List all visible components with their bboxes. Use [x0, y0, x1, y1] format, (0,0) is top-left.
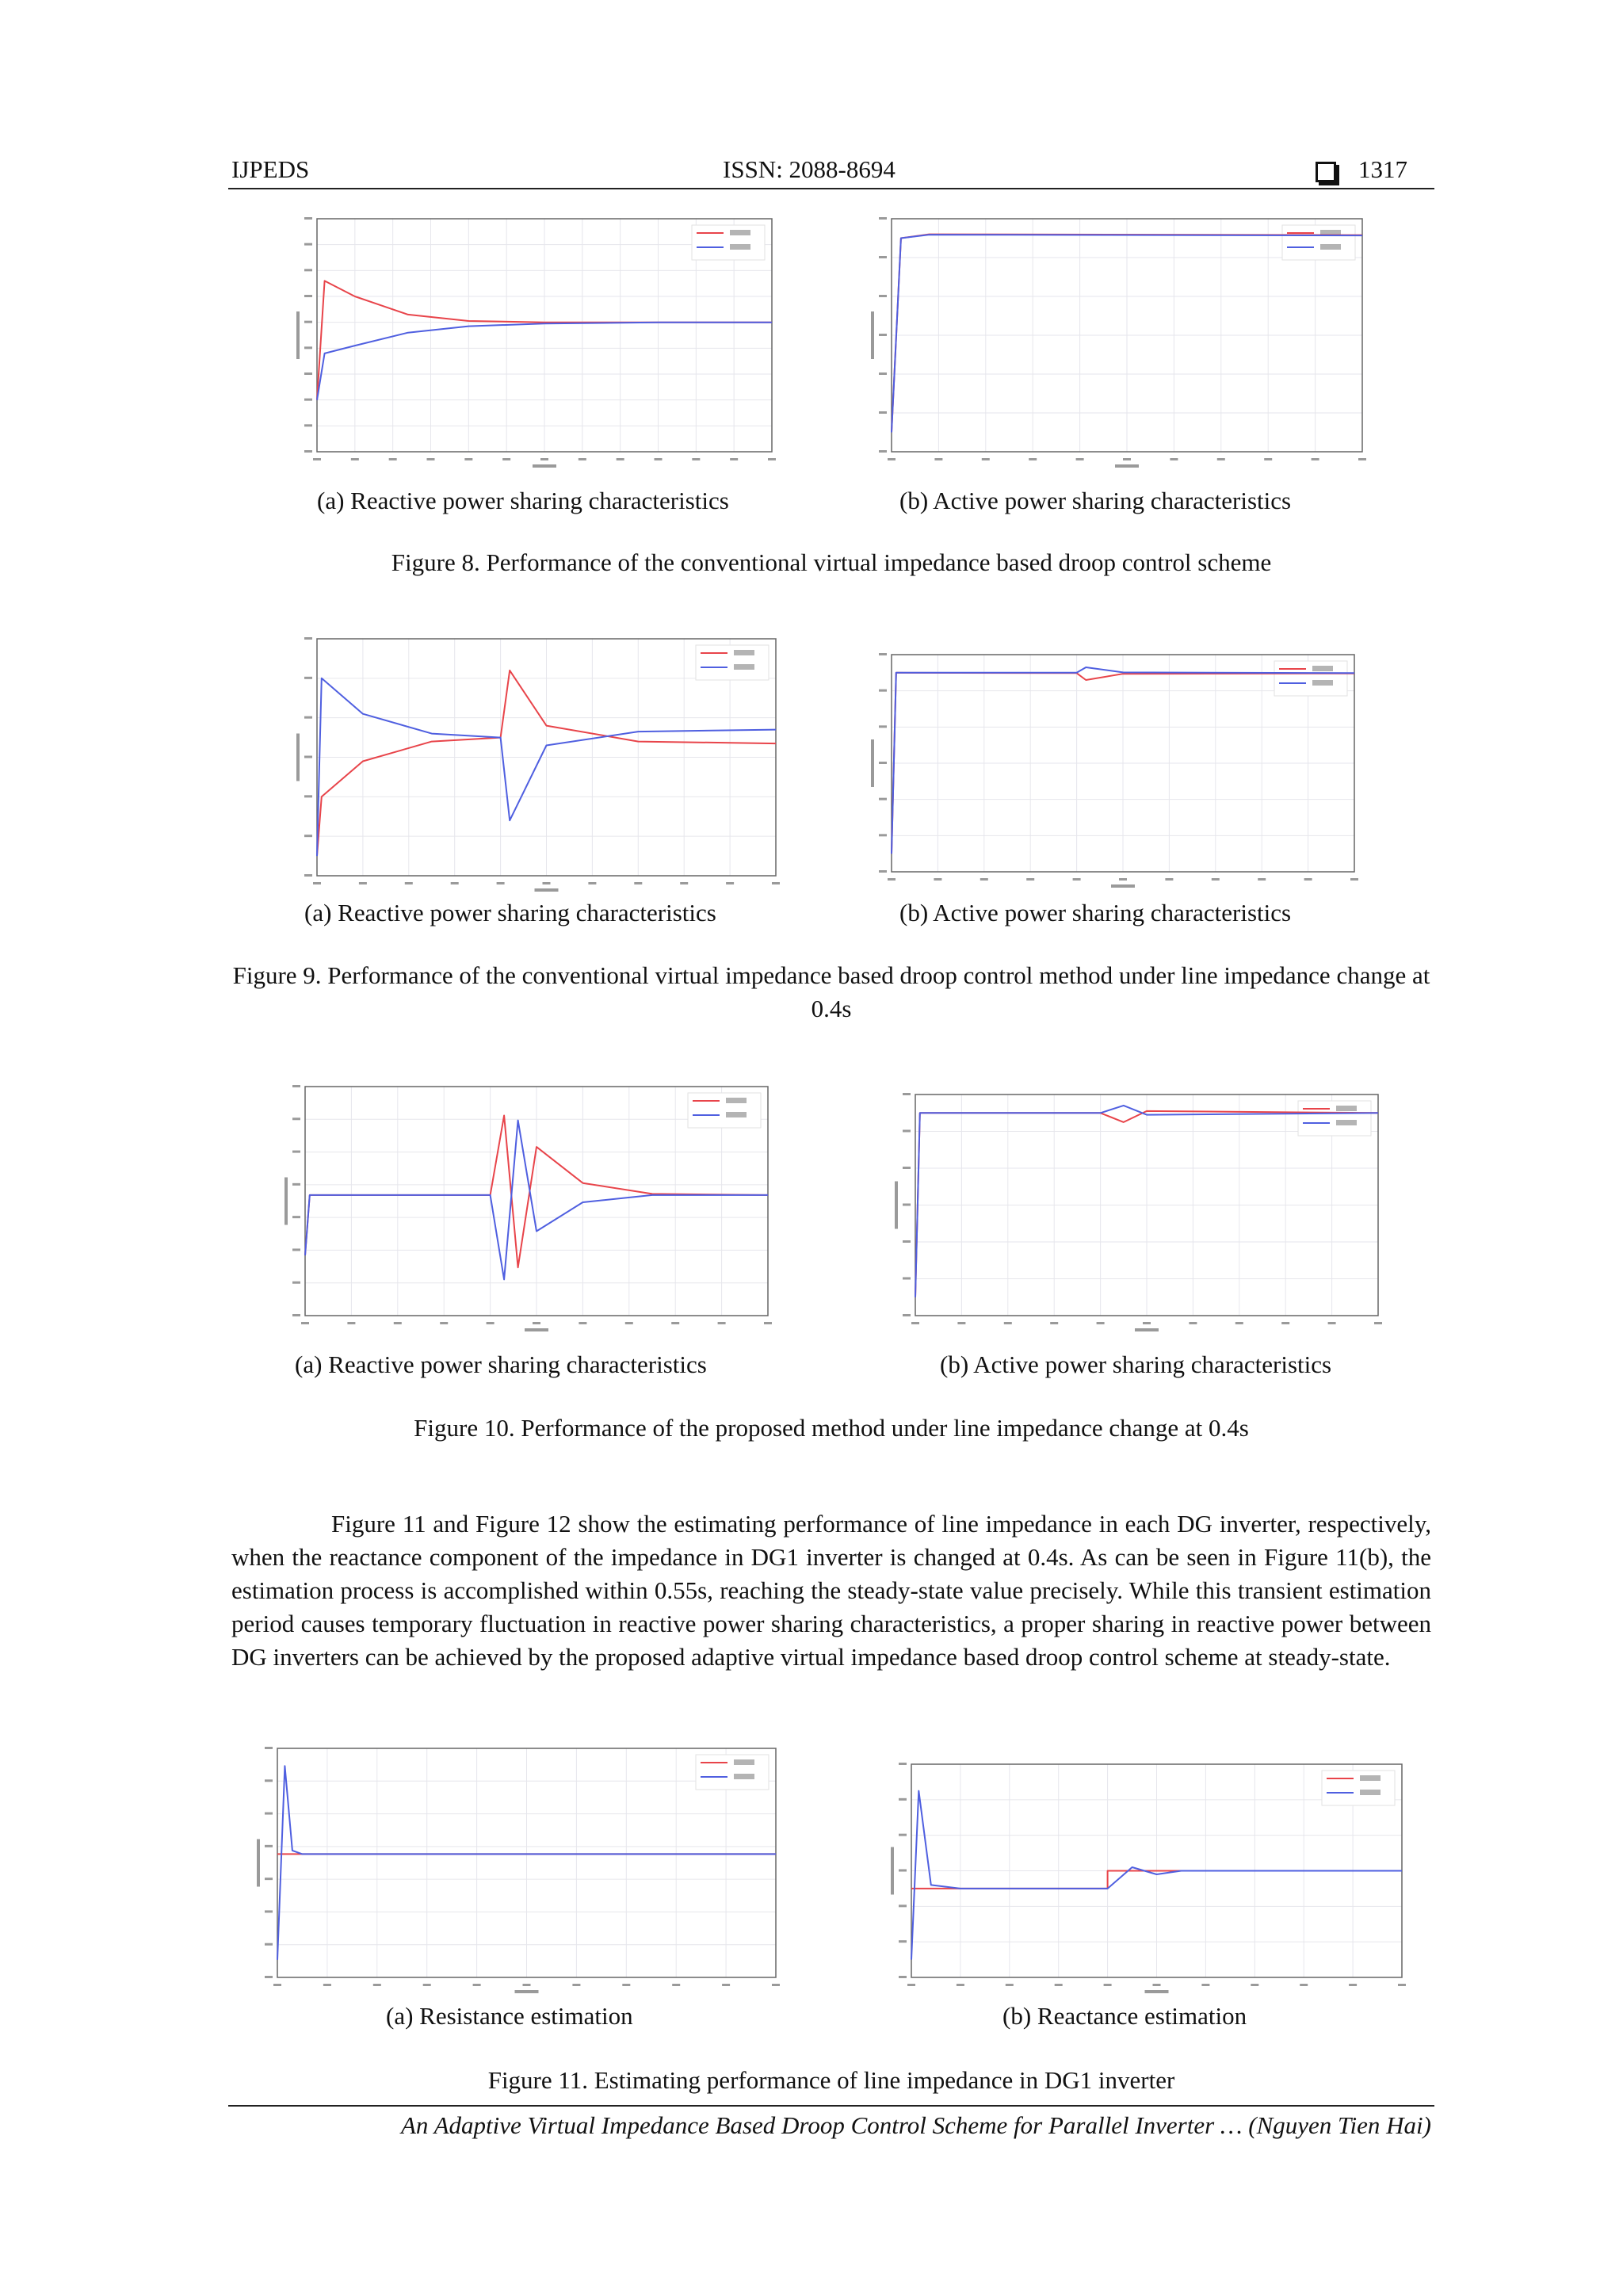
fig11-caption: Figure 11. Estimating performance of line impedance in DG1 inverter: [487, 2066, 1175, 2094]
fig9a-label: (a) Reactive power sharing characteristics: [304, 899, 716, 926]
fig10a-ytick: [292, 1216, 300, 1218]
fig8a-xaxis-label: [533, 464, 556, 468]
fig11b-ytick: [899, 1976, 907, 1978]
fig9b-xtick: [1212, 878, 1220, 881]
fig8a-ytick: [304, 217, 312, 220]
fig8b-xaxis-label: [1115, 464, 1139, 468]
fig11b-xtick: [957, 1984, 964, 1986]
fig11a-xtick: [273, 1984, 281, 1986]
fig8a-ytick: [304, 243, 312, 246]
fig9b-plot: [868, 650, 1359, 896]
fig9a-ytick: [304, 637, 312, 640]
fig10a-xtick: [764, 1322, 772, 1324]
fig11a-legend: [696, 1755, 769, 1790]
fig11b-xtick: [1006, 1984, 1014, 1986]
page-number-group: [1316, 155, 1407, 184]
fig9a-xtick: [405, 882, 413, 884]
fig8a-ytick: [304, 269, 312, 271]
footer-rule: [228, 2105, 1434, 2107]
fig8b-label: (b) Active power sharing characteristics: [899, 487, 1292, 514]
fig10b-yaxis-label: [895, 1182, 898, 1229]
fig10b-ytick: [903, 1240, 911, 1243]
fig10a-xtick: [718, 1322, 726, 1324]
fig10a-label: (a) Reactive power sharing characteristics: [295, 1350, 707, 1378]
fig8b-xtick: [1312, 458, 1319, 460]
page-number: 1317: [1358, 155, 1407, 183]
fig9a-legend-entry-2: [734, 664, 754, 670]
fig10b-ytick: [903, 1167, 911, 1169]
issn: ISSN: 2088-8694: [723, 155, 896, 183]
fig9a-xtick: [726, 882, 734, 884]
fig11b-xtick: [1349, 1984, 1357, 1986]
fig10b-ytick: [903, 1278, 911, 1280]
fig10b-xtick: [911, 1322, 919, 1324]
square-bullet-icon: [1316, 162, 1336, 182]
fig11b-legend-entry-2: [1360, 1790, 1381, 1795]
fig10b-xtick: [1374, 1322, 1382, 1324]
running-footer: An Adaptive Virtual Impedance Based Droop Control Scheme for Parallel Inverter … (Nguyen Tien Hai): [400, 2111, 1431, 2139]
fig11a-xtick: [722, 1984, 730, 1986]
fig9a-xtick: [313, 882, 321, 884]
fig10b-ytick: [903, 1314, 911, 1316]
fig9a-legend-entry-1: [734, 650, 754, 655]
fig10b-xtick: [1004, 1322, 1012, 1324]
fig9a-ytick: [304, 835, 312, 837]
header-rule: [228, 188, 1434, 189]
fig9a-xtick: [680, 882, 688, 884]
fig8a-xtick: [730, 458, 738, 460]
fig10a-ytick: [292, 1151, 300, 1153]
fig10b-label: (b) Active power sharing characteristics: [940, 1350, 1332, 1378]
fig10a-yaxis-label: [285, 1178, 288, 1225]
fig9a-ytick: [304, 756, 312, 758]
fig9a-ytick: [304, 716, 312, 719]
fig9a-yaxis-label: [296, 734, 300, 781]
fig11a-xtick: [672, 1984, 680, 1986]
fig11b-xtick: [1300, 1984, 1308, 1986]
fig8b-xtick: [1076, 458, 1084, 460]
fig11a-ytick: [265, 1976, 273, 1978]
fig8a-ytick: [304, 372, 312, 375]
fig9a-xtick: [588, 882, 596, 884]
fig8a-plot: [293, 214, 777, 476]
fig11b-label: (b) Reactance estimation: [1002, 2002, 1247, 2030]
fig9b-xtick: [1350, 878, 1358, 881]
fig8a-xtick: [351, 458, 359, 460]
fig8b-ytick: [879, 411, 887, 414]
fig8a-xtick: [502, 458, 510, 460]
fig10a-xtick: [301, 1322, 309, 1324]
fig11b-ytick: [899, 1940, 907, 1943]
fig8b-plot: [868, 214, 1367, 476]
fig9b-xaxis-label: [1111, 884, 1135, 888]
fig11a-ytick: [265, 1747, 273, 1749]
fig10b-xaxis-label: [1135, 1328, 1159, 1331]
fig9b-ytick: [879, 653, 887, 655]
fig9b-legend-entry-1: [1312, 666, 1333, 671]
fig8b-yaxis-label: [871, 311, 874, 359]
fig11b-xtick: [1104, 1984, 1112, 1986]
fig10b-legend-entry-2: [1336, 1120, 1357, 1125]
fig11a-xtick: [423, 1984, 431, 1986]
fig9b-ytick: [879, 798, 887, 800]
fig9a-xtick: [634, 882, 642, 884]
fig9b-label: (b) Active power sharing characteristics: [899, 899, 1292, 926]
fig11b-xtick: [1201, 1984, 1209, 1986]
fig11b-xtick: [1055, 1984, 1063, 1986]
fig8a-xtick: [579, 458, 586, 460]
body-paragraph: Figure 11 and Figure 12 show the estimating performance of line impedance in each DG inverter, respectively, when the reactance component of the impedance in DG1 inverter is changed at 0.4s. As can be seen in Figure 11(b), the estimation process is accomplished within 0.55s, reaching the steady-state value precisely. While this transient estimation period causes temporary fluctuation in reactive power sharing characteristics, a proper sharing in reactive power between DG inverters can be achieved by the proposed adaptive virtual impedance based droop control scheme at steady-state.: [231, 1510, 1431, 1671]
fig9a-ytick: [304, 677, 312, 679]
fig8b-ytick: [879, 295, 887, 297]
fig10b-ytick: [903, 1204, 911, 1206]
fig10b-xtick: [1050, 1322, 1058, 1324]
fig11a-xtick: [523, 1984, 531, 1986]
fig9a-xtick: [772, 882, 780, 884]
fig11b-legend-entry-1: [1360, 1775, 1381, 1781]
fig8b-xtick: [1170, 458, 1178, 460]
fig11a-legend-entry-2: [734, 1774, 754, 1779]
fig10a-xtick: [579, 1322, 586, 1324]
fig11a-xtick: [772, 1984, 780, 1986]
fig8a-legend-entry-1: [730, 230, 750, 235]
fig8b-legend: [1282, 225, 1355, 260]
fig9a-xtick: [359, 882, 367, 884]
fig9b-ytick: [879, 690, 887, 692]
fig9a-plot: [293, 634, 781, 900]
fig9b-xtick: [934, 878, 941, 881]
fig9b-xtick: [980, 878, 988, 881]
fig8b-ytick: [879, 217, 887, 220]
fig11b-yaxis-label: [891, 1847, 894, 1895]
fig9a-xtick: [543, 882, 551, 884]
fig10a-ytick: [292, 1117, 300, 1120]
fig8a-ytick: [304, 450, 312, 453]
fig9a-xtick: [451, 882, 459, 884]
fig8a-xtick: [540, 458, 548, 460]
fig11a-ytick: [265, 1943, 273, 1946]
fig10a-xtick: [440, 1322, 448, 1324]
fig8a-ytick: [304, 346, 312, 349]
fig10a-xtick: [671, 1322, 679, 1324]
fig9b-legend-entry-2: [1312, 680, 1333, 686]
fig9b-ytick: [879, 762, 887, 764]
fig8a-xtick: [427, 458, 435, 460]
fig10a-xtick: [347, 1322, 355, 1324]
fig9a-xtick: [497, 882, 505, 884]
fig8a-label: (a) Reactive power sharing characteristics: [317, 487, 729, 514]
fig8b-xtick: [982, 458, 990, 460]
fig8b-xtick: [1029, 458, 1037, 460]
fig11b-xtick: [1398, 1984, 1406, 1986]
fig11a-xtick: [473, 1984, 481, 1986]
fig8b-xtick: [1123, 458, 1131, 460]
fig10b-xtick: [1281, 1322, 1289, 1324]
fig11a-xtick: [572, 1984, 580, 1986]
fig9a-ytick: [304, 795, 312, 797]
fig9a-legend: [696, 645, 769, 680]
fig11a-ytick: [265, 1813, 273, 1815]
fig11a-ytick: [265, 1910, 273, 1912]
fig9b-xtick: [1165, 878, 1173, 881]
fig11b-legend: [1322, 1771, 1395, 1805]
fig11a-label: (a) Resistance estimation: [386, 2002, 633, 2030]
fig10a-legend-entry-2: [726, 1112, 747, 1117]
fig11a-ytick: [265, 1845, 273, 1847]
fig8b-ytick: [879, 256, 887, 258]
fig11a-xtick: [323, 1984, 331, 1986]
fig11b-ytick: [899, 1798, 907, 1801]
fig11a-yaxis-label: [257, 1839, 260, 1887]
fig10a-ytick: [292, 1183, 300, 1186]
fig8a-ytick: [304, 321, 312, 323]
fig10b-xtick: [1235, 1322, 1243, 1324]
fig8b-xtick: [1264, 458, 1272, 460]
fig10a-ytick: [292, 1085, 300, 1087]
fig8b-ytick: [879, 372, 887, 375]
fig8b-ytick: [879, 334, 887, 336]
fig11b-xaxis-label: [1145, 1990, 1169, 1993]
fig11a-plot: [254, 1744, 781, 2001]
fig11b-plot: [888, 1759, 1407, 2001]
fig10a-plot: [281, 1082, 773, 1339]
fig8a-xtick: [617, 458, 624, 460]
fig8a-xtick: [313, 458, 321, 460]
fig10a-xtick: [625, 1322, 633, 1324]
fig9b-xtick: [888, 878, 896, 881]
fig9b-legend: [1274, 661, 1347, 696]
fig8a-legend: [692, 225, 765, 260]
fig8a-xtick: [692, 458, 700, 460]
fig11a-xtick: [622, 1984, 630, 1986]
fig9b-yaxis-label: [871, 739, 874, 787]
fig11b-xtick: [1153, 1984, 1161, 1986]
fig11b-ytick: [899, 1904, 907, 1907]
fig10b-legend-entry-1: [1336, 1106, 1357, 1111]
fig9b-xtick: [1258, 878, 1266, 881]
fig10a-ytick: [292, 1314, 300, 1316]
fig8b-ytick: [879, 450, 887, 453]
fig8b-xtick: [934, 458, 942, 460]
fig8a-ytick: [304, 424, 312, 426]
fig11a-xtick: [373, 1984, 381, 1986]
fig9b-xtick: [1073, 878, 1081, 881]
fig10a-ytick: [292, 1248, 300, 1251]
fig10b-xtick: [1189, 1322, 1197, 1324]
fig11b-xtick: [907, 1984, 915, 1986]
fig11b-xtick: [1251, 1984, 1258, 1986]
fig11b-ytick: [899, 1834, 907, 1836]
fig11b-ytick: [899, 1763, 907, 1765]
fig9b-xtick: [1026, 878, 1034, 881]
fig8a-legend-entry-2: [730, 244, 750, 250]
fig11a-ytick: [265, 1878, 273, 1880]
fig8b-legend-entry-2: [1320, 244, 1341, 250]
fig10a-xaxis-label: [525, 1328, 548, 1331]
fig8b-xtick: [1217, 458, 1225, 460]
fig10b-xtick: [1143, 1322, 1151, 1324]
fig10b-plot: [892, 1090, 1383, 1339]
fig8b-xtick: [1358, 458, 1366, 460]
fig11a-ytick: [265, 1779, 273, 1782]
fig10a-xtick: [533, 1322, 540, 1324]
fig9b-ytick: [879, 725, 887, 728]
fig8a-xtick: [464, 458, 472, 460]
fig10a-xtick: [487, 1322, 495, 1324]
fig8b-xtick: [888, 458, 896, 460]
fig8a-xtick: [389, 458, 397, 460]
fig10a-ytick: [292, 1282, 300, 1284]
fig10b-ytick: [903, 1130, 911, 1133]
journal-name: IJPEDS: [231, 155, 310, 183]
fig11b-ytick: [899, 1870, 907, 1872]
fig9a-ytick: [304, 874, 312, 877]
fig9b-ytick: [879, 870, 887, 873]
fig8a-ytick: [304, 295, 312, 297]
fig9b-ytick: [879, 834, 887, 836]
fig9-caption: Figure 9. Performance of the conventional virtual impedance based droop control method under line impedance change at 0.4s: [232, 961, 1430, 1022]
fig9b-xtick: [1304, 878, 1312, 881]
fig9a-xaxis-label: [535, 888, 559, 892]
fig11a-legend-entry-1: [734, 1759, 754, 1765]
fig10a-legend-entry-1: [726, 1098, 747, 1103]
fig10b-ytick: [903, 1093, 911, 1095]
fig10b-xtick: [1097, 1322, 1105, 1324]
fig10b-legend: [1298, 1101, 1371, 1136]
fig10a-xtick: [394, 1322, 402, 1324]
fig11a-xaxis-label: [515, 1990, 539, 1993]
fig8a-yaxis-label: [296, 311, 300, 359]
fig10b-xtick: [1328, 1322, 1336, 1324]
fig10-caption: Figure 10. Performance of the proposed method under line impedance change at 0.4s: [414, 1414, 1249, 1442]
fig8a-ytick: [304, 399, 312, 401]
fig10b-xtick: [957, 1322, 965, 1324]
fig10a-legend: [688, 1093, 761, 1128]
fig8a-xtick: [768, 458, 776, 460]
fig9b-xtick: [1119, 878, 1127, 881]
fig8-caption: Figure 8. Performance of the conventional virtual impedance based droop control scheme: [391, 548, 1272, 576]
fig8a-xtick: [655, 458, 663, 460]
